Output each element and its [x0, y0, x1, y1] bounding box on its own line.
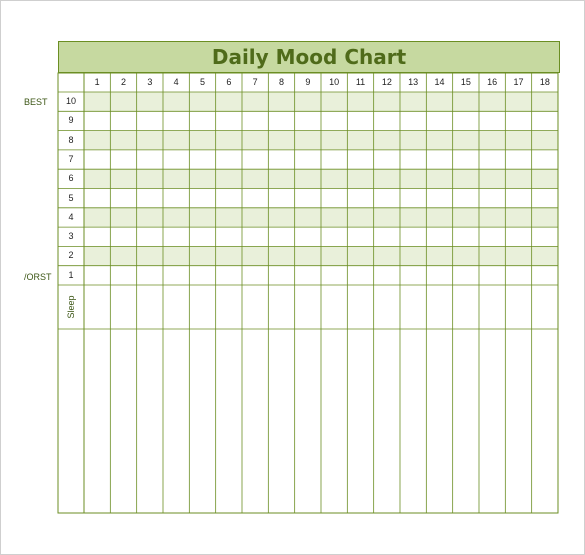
best-label: BEST: [24, 97, 48, 107]
mood-level-label: 3: [68, 231, 74, 242]
column-header: 18: [539, 77, 550, 87]
page-title: Daily Mood Chart: [211, 45, 407, 69]
column-header: 8: [278, 77, 284, 87]
title-bar: [58, 41, 560, 73]
column-header: 16: [487, 77, 498, 87]
mood-level-label: 7: [68, 153, 74, 164]
column-header: 15: [460, 77, 471, 87]
column-header: 5: [199, 77, 205, 87]
worst-label: /ORST: [24, 272, 52, 282]
column-header: 12: [381, 77, 392, 87]
column-header: 17: [513, 77, 524, 87]
column-header: 13: [408, 77, 419, 87]
mood-level-label: 8: [68, 134, 74, 145]
column-header: 11: [355, 77, 366, 87]
column-header: 2: [120, 77, 126, 87]
mood-level-label: 2: [68, 250, 74, 261]
mood-level-label: 4: [68, 211, 74, 222]
column-header: 1: [94, 77, 100, 87]
sleep-label: Sleep: [66, 295, 76, 319]
mood-level-label: 10: [65, 96, 76, 106]
mood-level-label: 9: [68, 115, 74, 126]
column-header: 9: [305, 77, 311, 87]
column-header: 14: [434, 77, 445, 87]
mood-level-label: 1: [68, 269, 74, 280]
column-header: 3: [147, 77, 153, 87]
column-header: 4: [173, 77, 179, 87]
mood-level-label: 6: [68, 173, 74, 184]
column-header: 10: [329, 77, 340, 87]
mood-level-label: 5: [68, 192, 74, 203]
column-header: 6: [226, 77, 232, 87]
column-header: 7: [252, 77, 258, 87]
